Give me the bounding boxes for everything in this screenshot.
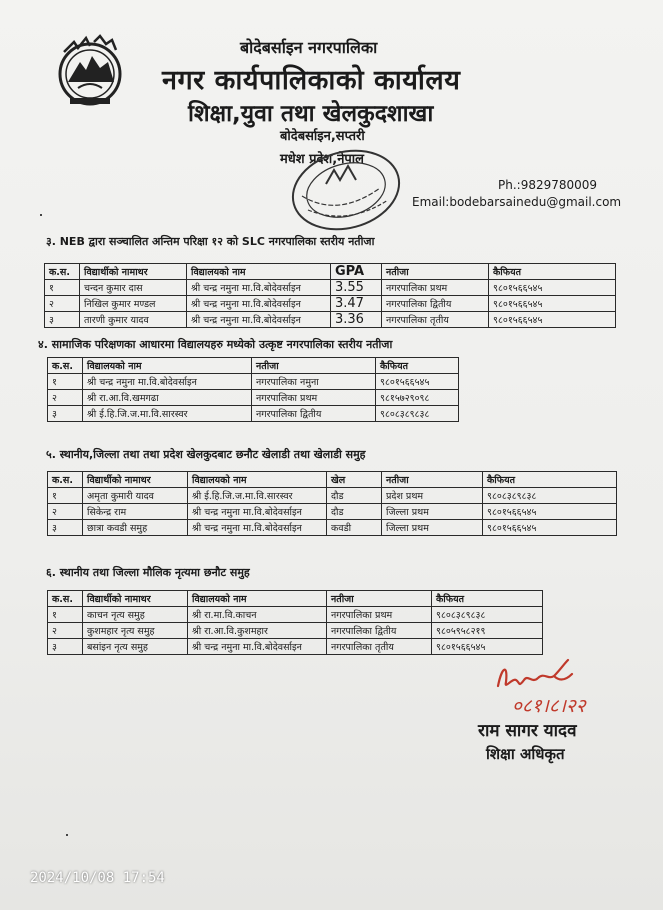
branch-name: शिक्षा,युवा तथा खेलकुदशाखा xyxy=(188,101,434,127)
cell: 3.55 xyxy=(331,280,382,296)
table-row xyxy=(48,504,617,520)
cell: नगरपालिका नमुना xyxy=(252,374,376,390)
cell: कुशमहार नृत्य समुह xyxy=(83,623,188,639)
cell: बसांइन नृत्य समुह xyxy=(83,639,188,655)
section-6-table xyxy=(47,590,543,655)
cell: नगरपालिका प्रथम xyxy=(252,390,376,406)
cell: अमृता कुमारी यादव xyxy=(83,488,188,504)
cell: ३ xyxy=(48,520,83,536)
cell: ९८०१५६६५४५ xyxy=(489,312,616,328)
cell: ३ xyxy=(48,639,83,655)
header-cell: क.स. xyxy=(48,591,83,607)
table-row xyxy=(48,520,617,536)
header-cell: कैफियत xyxy=(483,472,617,488)
header-cell: नतीजा xyxy=(382,264,489,280)
header-cell: विद्यालयको नाम xyxy=(83,358,252,374)
header-cell: विद्यालयको नाम xyxy=(188,472,327,488)
cell: १ xyxy=(48,607,83,623)
section-5-table xyxy=(47,471,617,536)
cell: नगरपालिका द्वितीय xyxy=(327,623,432,639)
cell: ९८०८३८९८३८ xyxy=(483,488,617,504)
cell: नगरपालिका प्रथम xyxy=(382,280,489,296)
cell: दौड xyxy=(327,488,382,504)
header-cell: कैफियत xyxy=(432,591,543,607)
section-4-table xyxy=(47,357,459,422)
municipality-name: बोदेबर्साइन नगरपालिका xyxy=(240,38,378,57)
cell: श्री चन्द्र नमुना मा.वि.बोदेवर्साइन xyxy=(188,639,327,655)
cell: १ xyxy=(48,488,83,504)
cell: ३ xyxy=(48,406,83,422)
cell: कवडी xyxy=(327,520,382,536)
signature-date: ०८१।८।२२ xyxy=(512,695,586,717)
cell: नगरपालिका द्वितीय xyxy=(382,296,489,312)
cell: १ xyxy=(48,374,83,390)
cell: श्री रा.मा.वि.काचन xyxy=(188,607,327,623)
header-cell: कैफियत xyxy=(489,264,616,280)
nepal-emblem-logo xyxy=(50,32,130,112)
header-cell: विद्यालयको नाम xyxy=(188,591,327,607)
header-cell: क.स. xyxy=(48,358,83,374)
cell: ९८०१५६६५४५ xyxy=(489,280,616,296)
cell: ९८०८३८९८३८ xyxy=(376,406,459,422)
cell: १ xyxy=(45,280,80,296)
cell: श्री चन्द्र नमुना मा.वि.बोदेवर्साइन xyxy=(188,504,327,520)
officer-title: शिक्षा अधिकृत xyxy=(486,745,565,763)
office-place: बोदेबर्साइन,सप्तरी xyxy=(280,129,365,144)
cell: २ xyxy=(45,296,80,312)
table-header-row xyxy=(48,472,617,488)
photo-timestamp: 2024/10/08 17:54 xyxy=(30,870,165,886)
cell: ९८०१५६६५४५ xyxy=(483,504,617,520)
cell: सिकेन्द्र राम xyxy=(83,504,188,520)
table-row xyxy=(48,607,543,623)
cell: श्री चन्द्र नमुना मा.वि.बोदेवर्साइन xyxy=(187,312,331,328)
cell: नगरपालिका तृतीय xyxy=(382,312,489,328)
cell: श्री चन्द्र नमुना मा.वि.बोदेवर्साइन xyxy=(187,296,331,312)
cell: श्री चन्द्र नमुना मा.वि.बोदेवर्साइन xyxy=(187,280,331,296)
cell: छात्रा कवडी समुह xyxy=(83,520,188,536)
cell: २ xyxy=(48,623,83,639)
cell: ९८०१५६६५४५ xyxy=(489,296,616,312)
header-cell: नतीजा xyxy=(382,472,483,488)
cell: ९८०१५६६५४५ xyxy=(483,520,617,536)
cell: नगरपालिका द्वितीय xyxy=(252,406,376,422)
header-cell: विद्यालयको नाम xyxy=(187,264,331,280)
cell: ३ xyxy=(45,312,80,328)
office-name: नगर कार्यपालिकाको कार्यालय xyxy=(162,65,461,96)
cell: नगरपालिका तृतीय xyxy=(327,639,432,655)
cell: प्रदेश प्रथम xyxy=(382,488,483,504)
header-cell: विद्यार्थीको नामाथर xyxy=(83,591,188,607)
table-row xyxy=(48,623,543,639)
section-6-title: ६. स्थानीय तथा जिल्ला मौलिक नृत्यमा छनौट समुह xyxy=(46,566,250,579)
table-row xyxy=(48,488,617,504)
handwritten-signature xyxy=(468,656,618,720)
table-row xyxy=(48,406,459,422)
cell: २ xyxy=(48,390,83,406)
table-header-row xyxy=(48,358,459,374)
cell: ९८०१५६६५४५ xyxy=(432,639,543,655)
cell: ९८०५९५८२१९ xyxy=(432,623,543,639)
header-cell: कैफियत xyxy=(376,358,459,374)
cell: श्री ई.हि.जि.ज.मा.वि.सारस्वर xyxy=(83,406,252,422)
cell: काचन नृत्य समुह xyxy=(83,607,188,623)
cell: ९८०१५६६५४५ xyxy=(376,374,459,390)
header-cell: नतीजा xyxy=(327,591,432,607)
cell: दौड xyxy=(327,504,382,520)
header-cell: GPA xyxy=(331,264,382,280)
section-3-title: ३. NEB द्वारा सञ्चालित अन्तिम परिक्षा १२ को SLC नगरपालिका स्तरीय नतीजा xyxy=(46,235,375,248)
cell: निखिल कुमार मण्डल xyxy=(80,296,187,312)
header-cell: क.स. xyxy=(48,472,83,488)
section-3-table xyxy=(44,263,616,328)
table-row xyxy=(48,390,459,406)
office-province: मधेश प्रदेश,नेपाल xyxy=(280,152,364,167)
cell: २ xyxy=(48,504,83,520)
cell: श्री रा.आ.वि.कुशमहार xyxy=(188,623,327,639)
cell: जिल्ला प्रथम xyxy=(382,520,483,536)
cell: श्री ई.हि.जि.ज.मा.वि.सारस्वर xyxy=(188,488,327,504)
speck xyxy=(66,834,68,836)
cell: ९८१५७२९०९८ xyxy=(376,390,459,406)
table-row xyxy=(48,374,459,390)
section-5-title: ५. स्थानीय,जिल्ला तथा तथा प्रदेश खेलकुदबाट छनौट खेलाडी तथा खेलाडी समुह xyxy=(46,448,366,461)
cell: श्री रा.आ.वि.खमगढा xyxy=(83,390,252,406)
table-row xyxy=(45,280,616,296)
header-cell: विद्यार्थीको नामाथर xyxy=(80,264,187,280)
header-cell: क.स. xyxy=(45,264,80,280)
table-header-row xyxy=(48,591,543,607)
cell: श्री चन्द्र नमुना मा.वि.बोदेवर्साइन xyxy=(83,374,252,390)
header-cell: नतीजा xyxy=(252,358,376,374)
cell: ९८०८३८९८३८ xyxy=(432,607,543,623)
table-row xyxy=(45,296,616,312)
header-cell: खेल xyxy=(327,472,382,488)
officer-name: राम सागर यादव xyxy=(478,721,577,741)
speck xyxy=(40,214,42,216)
section-4-title: ४. सामाजिक परिक्षणका आधारमा विद्यालयहरु मध्येको उत्कृष्ट नगरपालिका स्तरीय नतीजा xyxy=(38,338,393,351)
email-address: Email:bodebarsainedu@gmail.com xyxy=(412,195,622,209)
cell: तारणी कुमार यादव xyxy=(80,312,187,328)
cell: श्री चन्द्र नमुना मा.वि.बोदेवर्साइन xyxy=(188,520,327,536)
cell: जिल्ला प्रथम xyxy=(382,504,483,520)
table-row xyxy=(48,639,543,655)
table-row xyxy=(45,312,616,328)
cell: नगरपालिका प्रथम xyxy=(327,607,432,623)
header-cell: विद्यार्थीको नामाथर xyxy=(83,472,188,488)
office-stamp xyxy=(268,140,408,238)
cell: चन्दन कुमार दास xyxy=(80,280,187,296)
cell: 3.47 xyxy=(331,296,382,312)
cell: 3.36 xyxy=(331,312,382,328)
table-header-row xyxy=(45,264,616,280)
phone-number: Ph.:9829780009 xyxy=(498,178,598,192)
